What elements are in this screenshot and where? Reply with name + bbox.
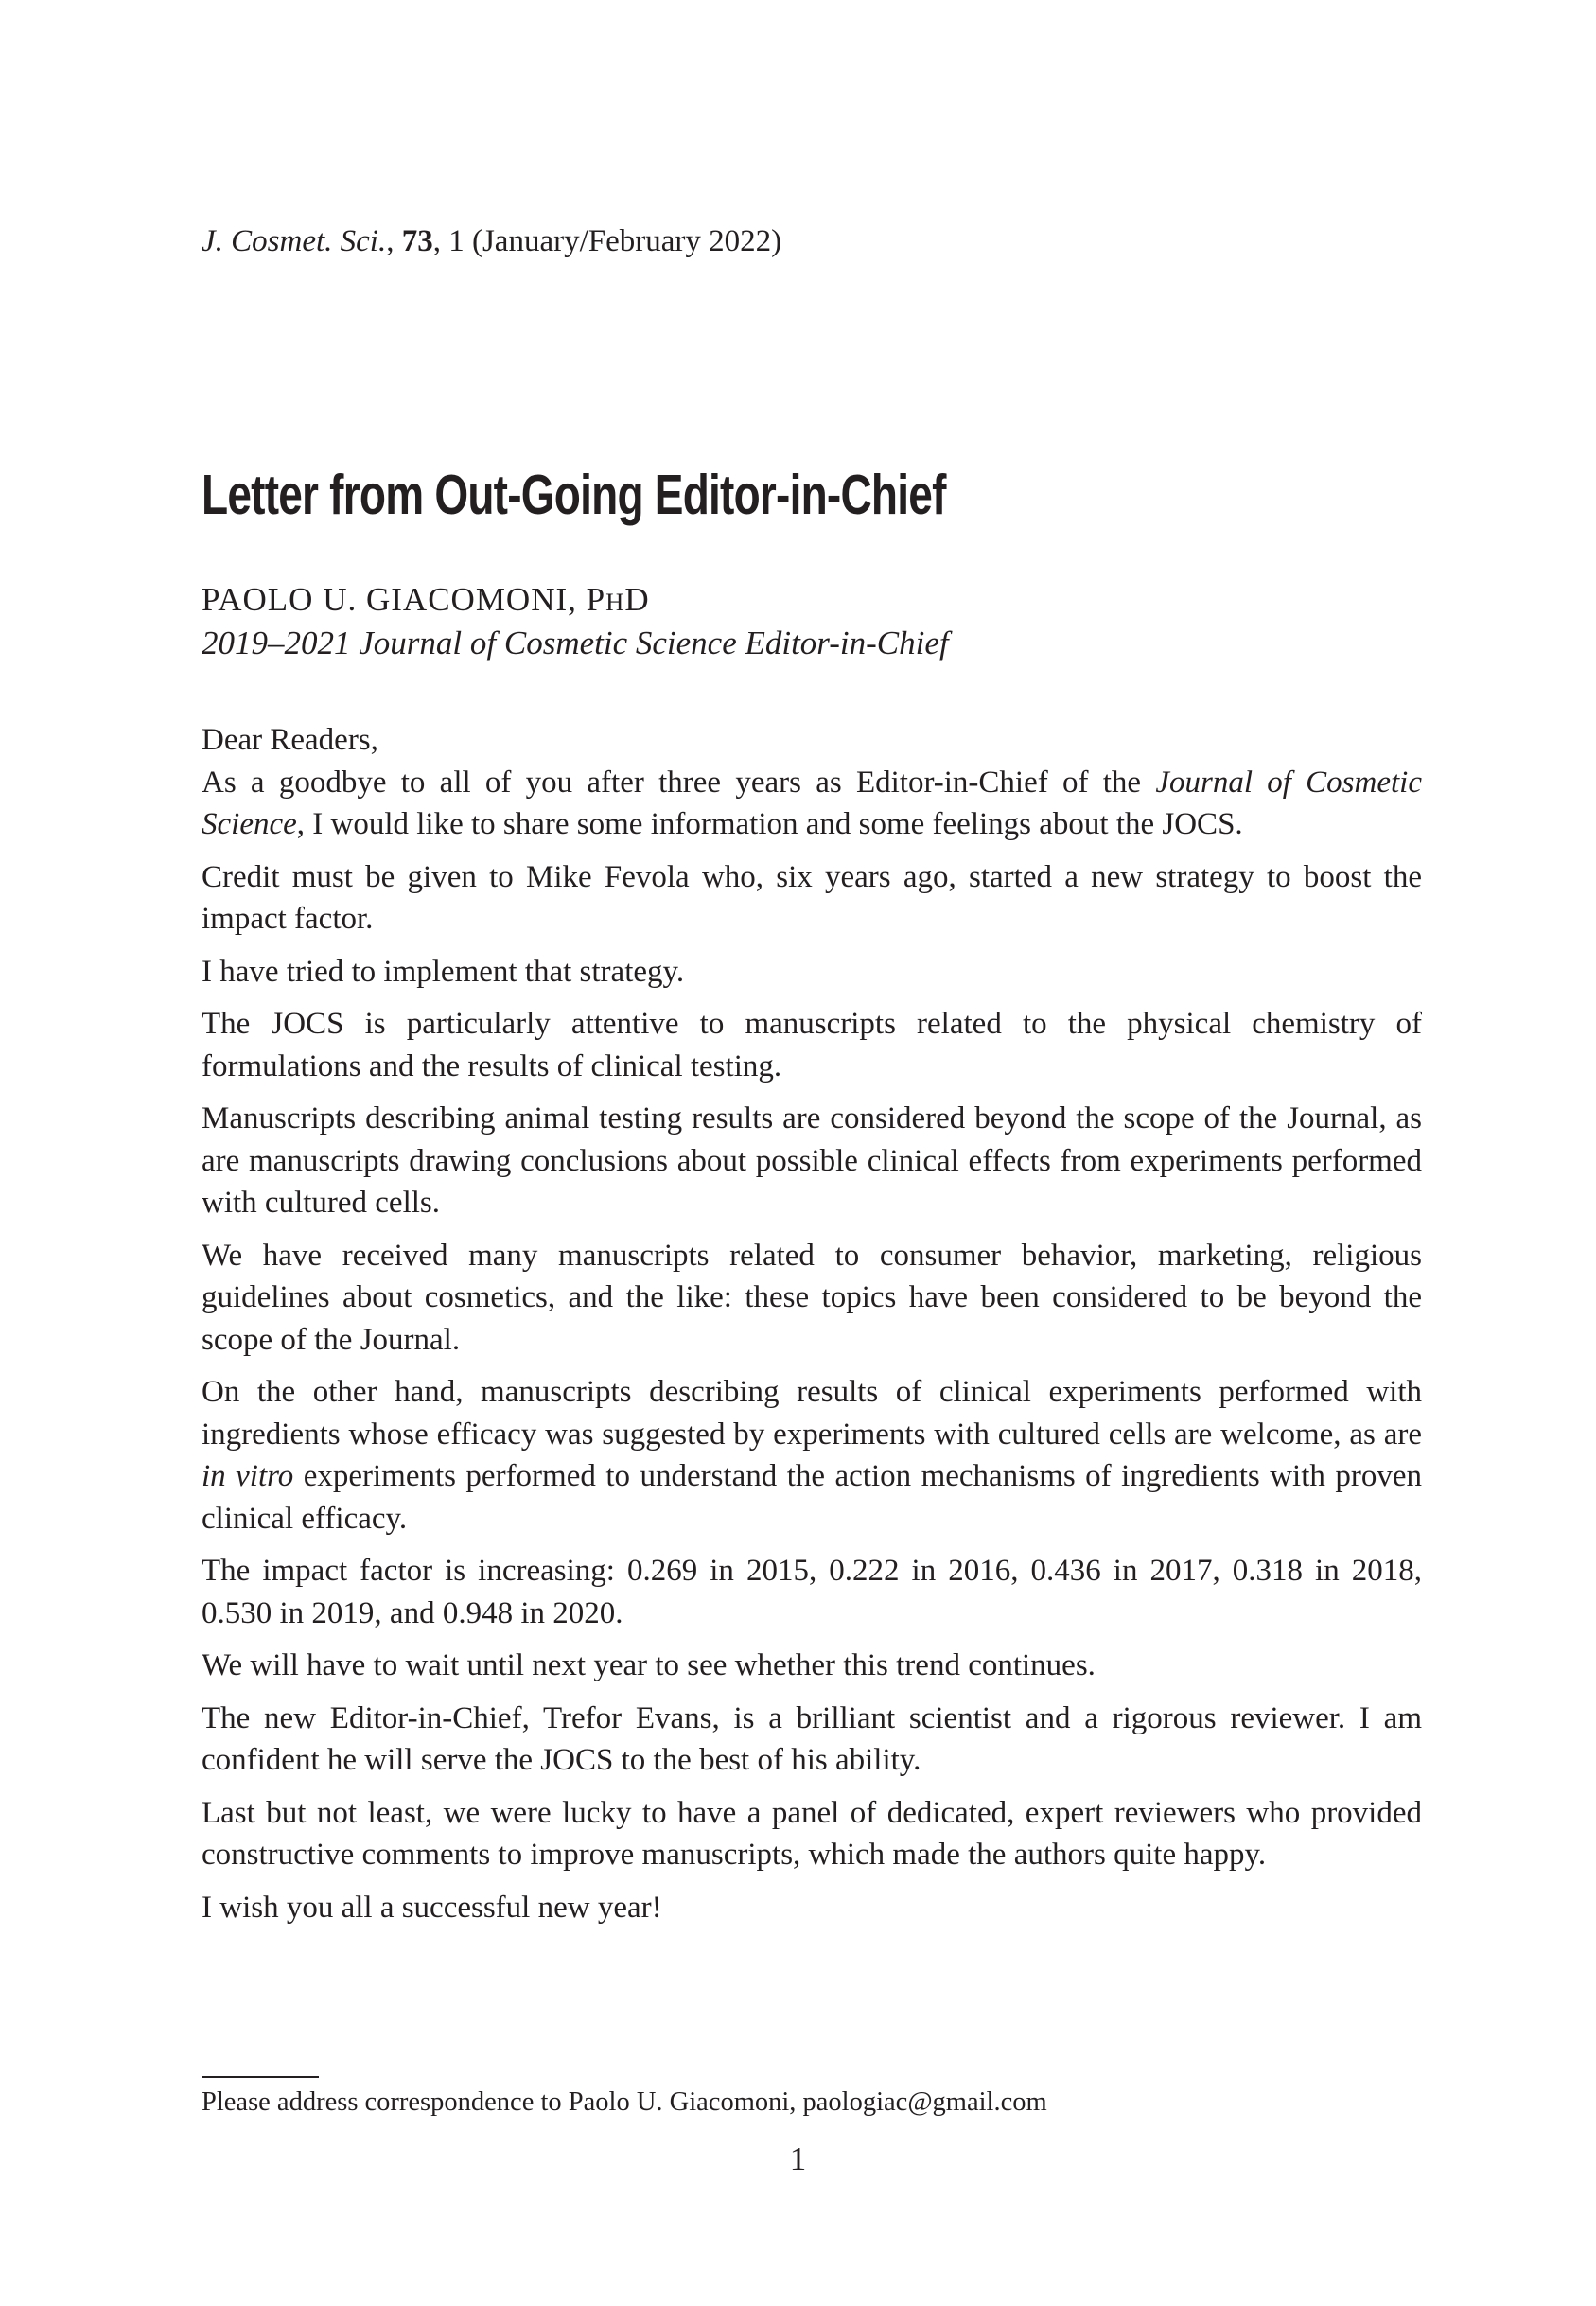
text-segment: As a goodbye to all of you after three years as Editor-in-Chief of the xyxy=(202,765,1156,800)
text-segment: experiments performed to understand the action mechanisms of ingredients with proven clinical efficacy. xyxy=(202,1459,1422,1536)
paragraph-impact-factor xyxy=(202,1550,1422,1634)
journal-citation xyxy=(202,224,1422,259)
text-segment: Last but not least, we were lucky to have a panel of dedicated, expert reviewers who provided constructive comments to improve manuscripts, which made the authors quite happy. xyxy=(202,1795,1422,1872)
text-segment: in vitro xyxy=(202,1459,294,1493)
page-number: 1 xyxy=(789,2140,807,2177)
author-affiliation: 2019–2021 Journal of Cosmetic Science Editor-in-Chief xyxy=(202,625,949,661)
footnote-block xyxy=(202,2076,1422,2119)
paragraph-focus xyxy=(202,1003,1422,1087)
text-segment: The impact factor is increasing: 0.269 in 2015, 0.222 in 2016, 0.436 in 2017, 0.318 in 2018, 0.530 in 2019, and 0.948 in 2020. xyxy=(202,1554,1422,1630)
paragraph-welcome-manuscripts xyxy=(202,1371,1422,1540)
text-segment: I wish you all a successful new year! xyxy=(202,1890,662,1925)
correspondence-note: Please address correspondence to Paolo U. Giacomoni, paologiac@gmail.com xyxy=(202,2087,1047,2117)
paragraph-scope-consumer-behavior xyxy=(202,1235,1422,1362)
text-segment: , I would like to share some information and some feelings about the JOCS. xyxy=(296,807,1243,841)
text-segment: I have tried to implement that strategy. xyxy=(202,954,685,989)
paragraph-credit xyxy=(202,856,1422,941)
text-segment: On the other hand, manuscripts describing results of clinical experiments performed with ingredients whose efficacy was suggested by experiments with cultured cells are welcome, as are xyxy=(202,1375,1422,1452)
journal-citation-abbrev: J. Cosmet. Sci. xyxy=(202,224,387,258)
author-name-main: PAOLO U. GIACOMONI, P xyxy=(202,581,606,618)
text-segment: Journal of Cosmetic Science xyxy=(202,765,1422,841)
journal-citation-volume: 73 xyxy=(401,224,433,258)
paragraph-scope-animal-testing xyxy=(202,1098,1422,1224)
journal-citation-issue: , 1 (January/February 2022) xyxy=(432,224,782,258)
paragraph-strategy xyxy=(202,951,1422,994)
author-name-smallcap: H xyxy=(605,588,625,616)
footnote-divider xyxy=(202,2076,319,2078)
journal-citation-separator: , xyxy=(386,224,402,258)
paragraph-goodbye xyxy=(202,762,1422,846)
paragraph-reviewers xyxy=(202,1792,1422,1876)
text-segment: Credit must be given to Mike Fevola who, six years ago, started a new strategy to boost the impact factor. xyxy=(202,859,1422,936)
text-segment: We have received many manuscripts related to consumer behavior, marketing, religious guidelines about cosmetics, and the like: these topics have been considered to be beyond the scope of the Journal. xyxy=(202,1238,1422,1357)
text-segment: The JOCS is particularly attentive to manuscripts related to the physical chemistry of formulations and the results of clinical testing. xyxy=(202,1007,1422,1083)
page-title-text: Letter from Out-Going Editor-in-Chief xyxy=(202,464,946,526)
letter-body xyxy=(202,719,1422,1928)
page-content xyxy=(202,0,1422,1928)
page-title xyxy=(202,464,1422,526)
author-name-end: D xyxy=(624,581,650,618)
paragraph-new-year-wish xyxy=(202,1887,1422,1929)
text-segment: Manuscripts describing animal testing results are considered beyond the scope of the Journal, as are manuscripts drawing conclusions about possible clinical effects from experiments performed with cultured cells. xyxy=(202,1101,1422,1220)
text-segment: We will have to wait until next year to see whether this trend continues. xyxy=(202,1648,1096,1682)
text-segment: Dear Readers, xyxy=(202,723,378,757)
author-name xyxy=(202,581,1422,621)
paragraph-trend xyxy=(202,1645,1422,1687)
text-segment: The new Editor-in-Chief, Trefor Evans, is a brilliant scientist and a rigorous reviewer. I am confident he will serve the JOCS to the best of his ability. xyxy=(202,1700,1422,1777)
salutation xyxy=(202,719,1422,762)
paragraph-new-editor xyxy=(202,1698,1422,1782)
